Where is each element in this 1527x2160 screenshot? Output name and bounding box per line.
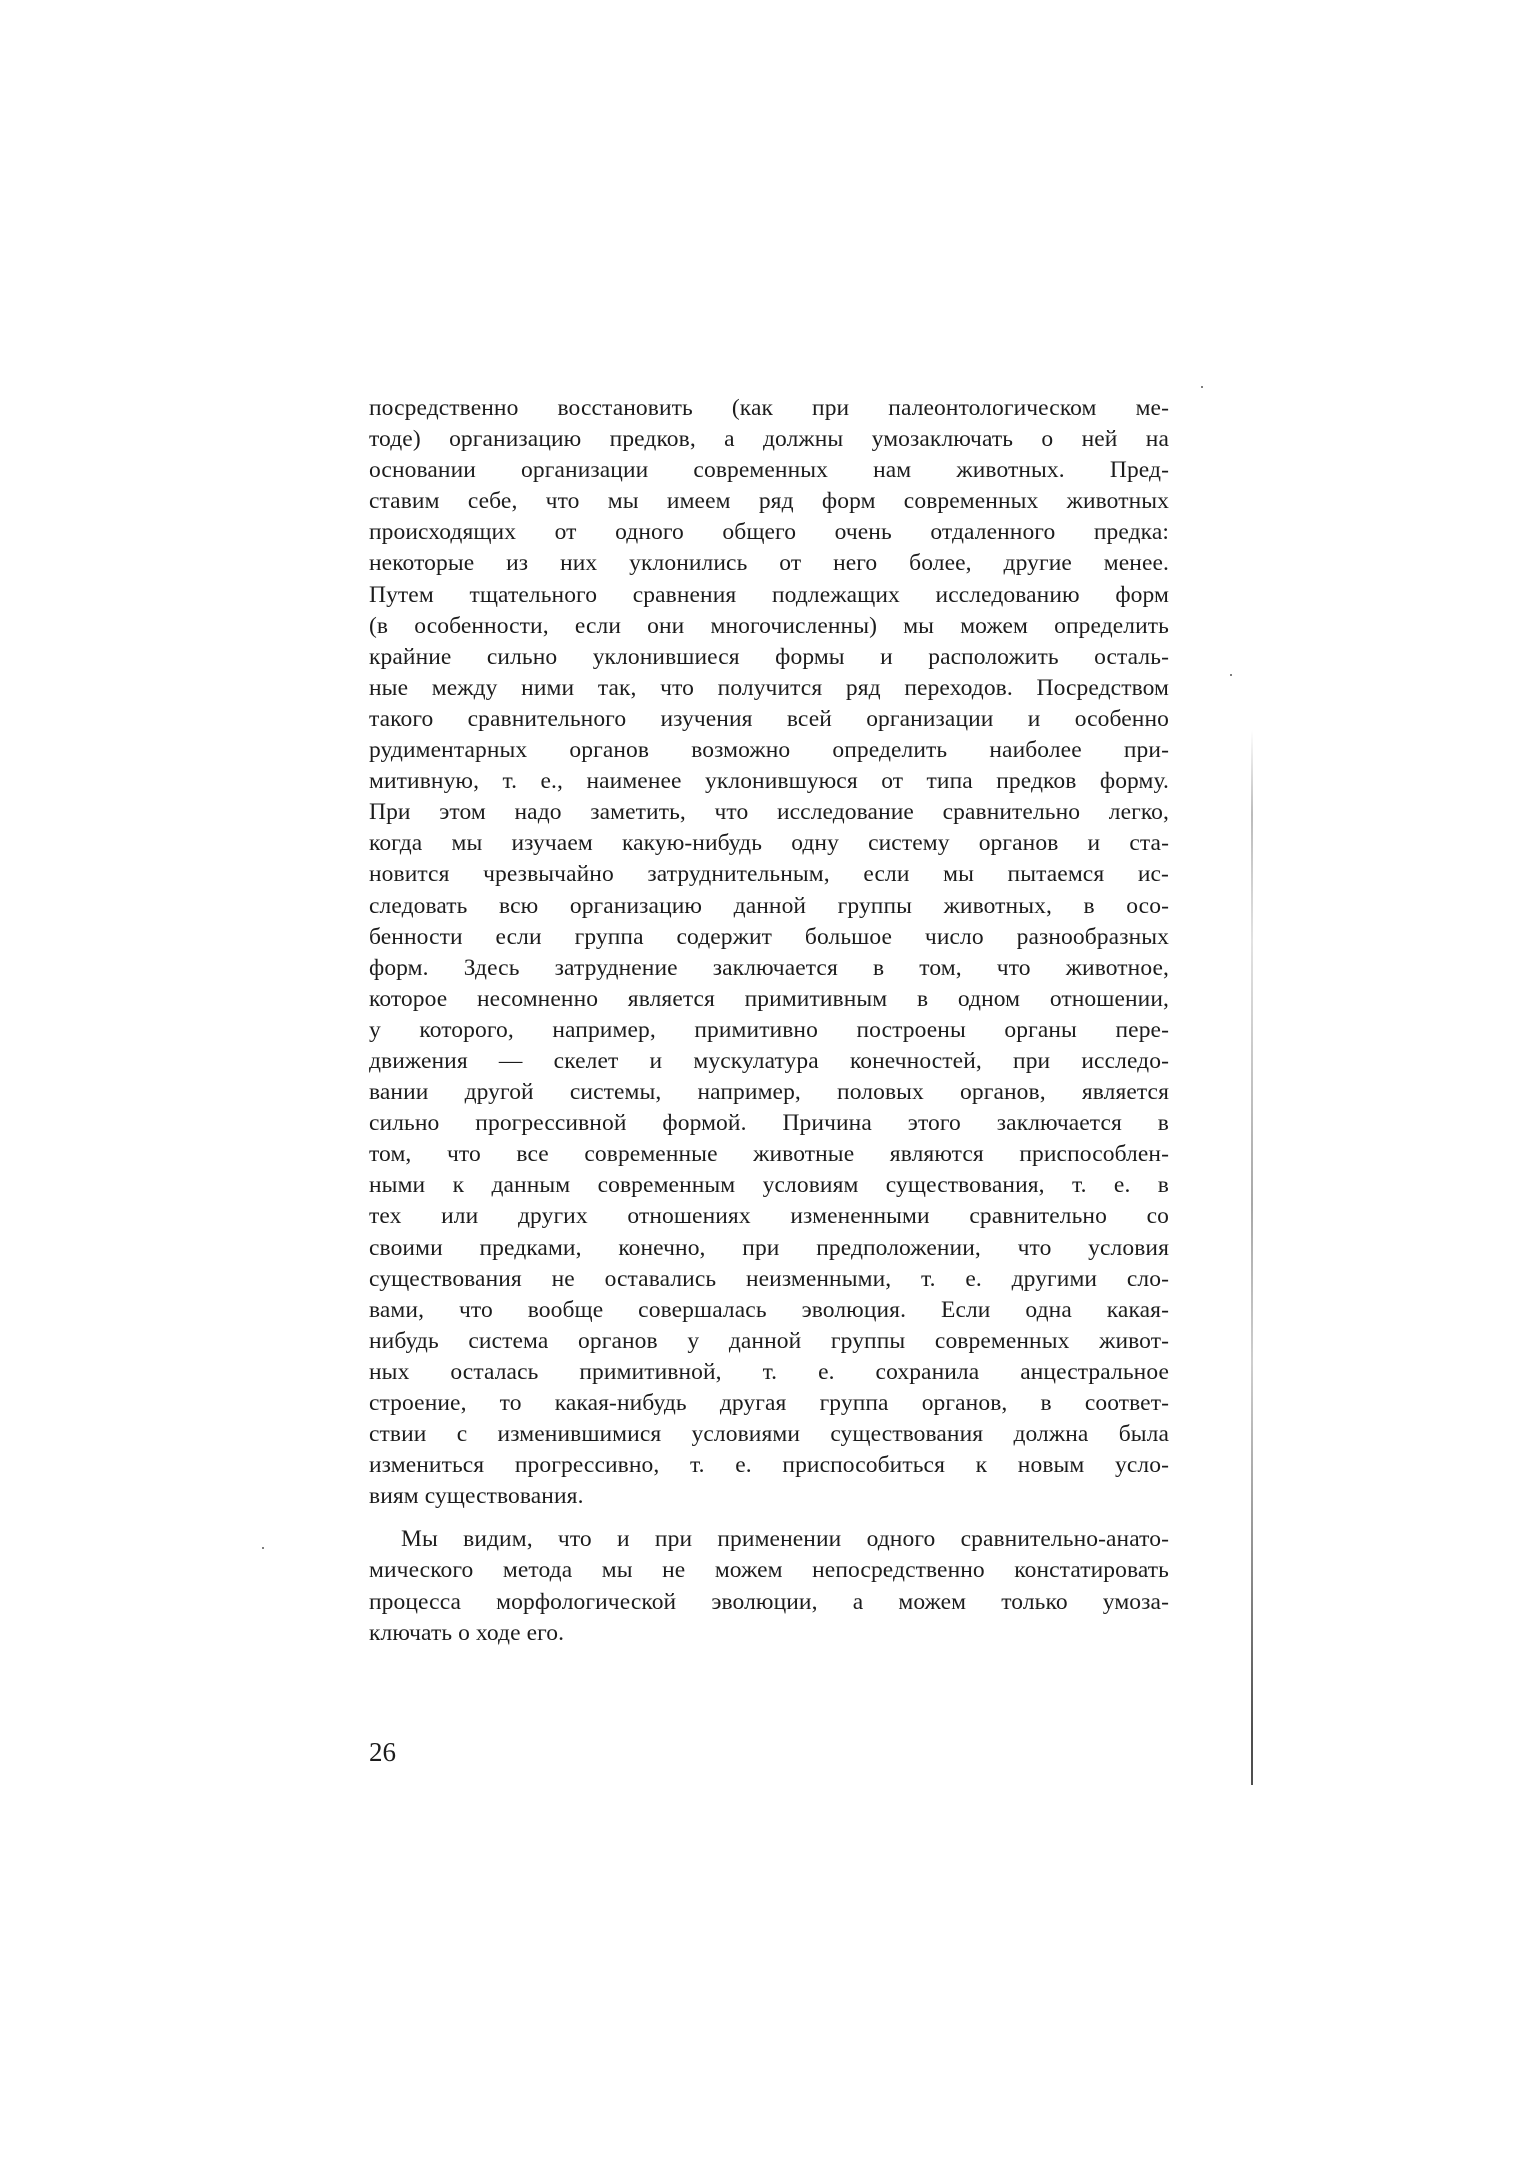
scan-margin-line: [1251, 730, 1253, 1785]
text-line: строение, то какая-нибудь другая группа органов, в соответ-: [369, 1390, 1169, 1416]
text-line: виям существования.: [369, 1483, 584, 1510]
body-text: [369, 393, 1169, 1649]
text-line: тоде) организацию предков, а должны умозаключать о ней на: [369, 426, 1169, 453]
text-line: процесса морфологической эволюции, а можем только умоза-: [369, 1588, 1169, 1615]
text-line: ствии с изменившимися условиями существования должна была: [369, 1421, 1169, 1448]
text-line: ные между ними так, что получится ряд переходов. Посредством: [369, 674, 1169, 701]
text-line: ключать о ходе его.: [369, 1619, 565, 1646]
text-line: происходящих от одного общего очень отдаленного предка:: [369, 519, 1169, 546]
text-line: новится чрезвычайно затруднительным, если мы пытаемся ис-: [369, 861, 1169, 888]
scan-speck: [1230, 674, 1232, 676]
text-line: Мы видим, что и при применении одного сравнительно-анато-: [401, 1526, 1169, 1553]
text-line: следовать всю организацию данной группы животных, в осо-: [369, 892, 1169, 919]
text-line: вами, что вообще совершалась эволюция. Если одна какая-: [369, 1296, 1169, 1323]
text-line: рудиментарных органов возможно определить наиболее при-: [369, 737, 1169, 764]
text-line: своими предками, конечно, при предположении, что условия: [369, 1234, 1169, 1261]
text-line: основании организации современных нам животных. Пред-: [369, 457, 1169, 484]
text-line: крайние сильно уклонившиеся формы и расположить осталь-: [369, 643, 1169, 670]
text-line: которое несомненно является примитивным в одном отношении,: [369, 985, 1169, 1012]
text-line: посредственно восстановить (как при палеонтологическом ме-: [369, 395, 1169, 421]
text-line: форм. Здесь затруднение заключается в том, что животное,: [369, 954, 1169, 981]
text-line: Путем тщательного сравнения подлежащих исследованию форм: [369, 581, 1169, 608]
text-line: том, что все современные животные являются приспособлен-: [369, 1141, 1169, 1168]
text-line: ставим себе, что мы имеем ряд форм современных животных: [369, 488, 1169, 515]
text-line: При этом надо заметить, что исследование сравнительно легко,: [369, 799, 1169, 826]
text-line: нибудь система органов у данной группы современных живот-: [369, 1327, 1169, 1354]
text-line: мического метода мы не можем непосредственно констатировать: [369, 1557, 1169, 1584]
paragraph: [369, 393, 1169, 1512]
scan-speck: [1201, 386, 1203, 388]
text-line: такого сравнительного изучения всей организации и особенно: [369, 705, 1169, 732]
text-line: у которого, например, примитивно построены органы пере-: [369, 1016, 1169, 1043]
text-line: измениться прогрессивно, т. е. приспособиться к новым усло-: [369, 1452, 1169, 1479]
scan-speck: [262, 1547, 264, 1549]
paragraph: [369, 1524, 1169, 1648]
text-line: движения — скелет и мускулатура конечностей, при исследо-: [369, 1047, 1169, 1074]
text-line: ных осталась примитивной, т. е. сохранила анцестральное: [369, 1358, 1169, 1385]
paragraph-gap: [369, 1512, 1169, 1524]
text-line: митивную, т. е., наименее уклонившуюся от типа предков форму.: [369, 768, 1169, 795]
text-line: тех или других отношениях измененными сравнительно со: [369, 1203, 1169, 1230]
text-line: когда мы изучаем какую-нибудь одну систему органов и ста-: [369, 830, 1169, 857]
text-line: существования не оставались неизменными, т. е. другими сло-: [369, 1265, 1169, 1292]
text-line: некоторые из них уклонились от него более, другие менее.: [369, 550, 1169, 577]
text-line: бенности если группа содержит большое число разнообразных: [369, 923, 1169, 950]
text-line: сильно прогрессивной формой. Причина этого заключается в: [369, 1110, 1169, 1137]
text-line: вании другой системы, например, половых органов, является: [369, 1079, 1169, 1106]
text-line: ными к данным современным условиям существования, т. е. в: [369, 1172, 1169, 1199]
page-number: 26: [369, 1737, 396, 1767]
text-line: (в особенности, если они многочисленны) мы можем определить: [369, 612, 1169, 639]
